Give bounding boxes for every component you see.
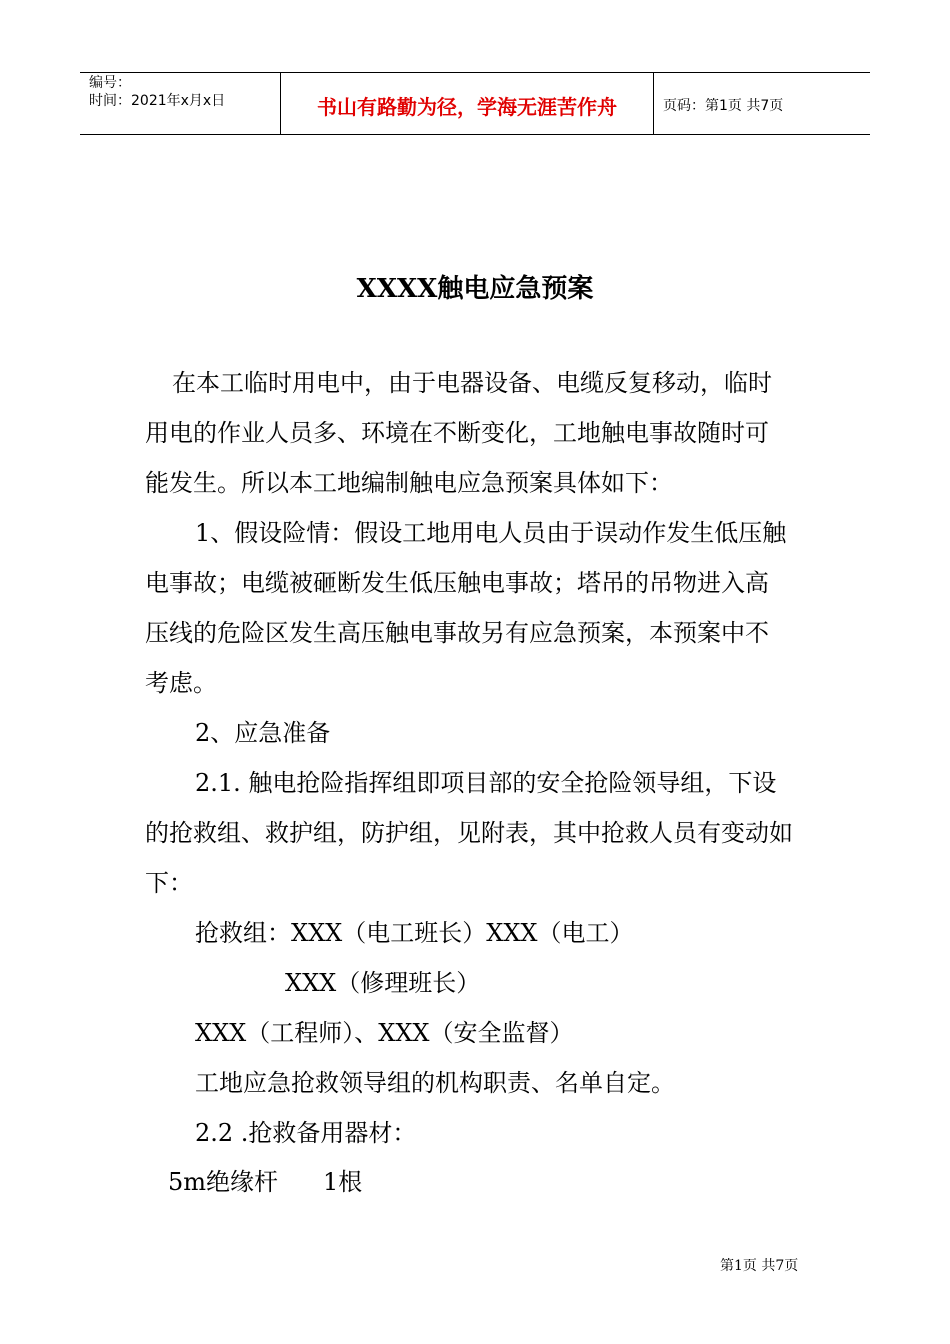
page-footer: 第1页 共7页 xyxy=(720,1258,799,1274)
section2-2-heading: 2.2 .抢救备用器材： xyxy=(195,1119,417,1147)
equipment-name: 5m绝缘杆 xyxy=(168,1168,279,1196)
leadership-note: 工地应急抢救领导组的机构职责、名单自定。 xyxy=(195,1069,675,1097)
section2-1-line-3: 下： xyxy=(145,869,193,897)
intro-line-1: 在本工临时用电中，由于电器设备、电缆反复移动，临时 xyxy=(172,369,772,397)
document-number-label: 编号： xyxy=(89,75,131,91)
intro-line-3: 能发生。所以本工地编制触电应急预案具体如下： xyxy=(145,469,673,497)
section2-1-line-2: 的抢救组、救护组，防护组，见附表，其中抢救人员有变动如 xyxy=(145,819,793,847)
page-header xyxy=(80,72,870,135)
document-time-label: 时间：2021年x月x日 xyxy=(89,93,226,109)
header-page-cell xyxy=(654,73,870,134)
rescue-team-line-2: XXX（修理班长） xyxy=(285,969,481,997)
section2-1-line-1: 2.1. 触电抢险指挥组即项目部的安全抢险领导组，下设 xyxy=(195,769,777,797)
section1-line-2: 电事故；电缆被砸断发生低压触电事故；塔吊的吊物进入高 xyxy=(145,569,769,597)
header-page-info: 页码：第1页 共7页 xyxy=(663,98,784,114)
section2-heading: 2、应急准备 xyxy=(195,719,331,747)
header-motto-cell xyxy=(281,73,654,134)
header-motto: 书山有路勤为径，学海无涯苦作舟 xyxy=(317,95,617,119)
document-title: XXXX触电应急预案 xyxy=(356,274,594,304)
section1-line-1: 1、假设险情：假设工地用电人员由于误动作发生低压触 xyxy=(195,519,787,547)
section1-line-4: 考虑。 xyxy=(145,669,217,697)
rescue-team-line-1: 抢救组：XXX（电工班长）XXX（电工） xyxy=(195,919,634,947)
rescue-team-line-3: XXX（工程师）、XXX（安全监督） xyxy=(195,1019,574,1047)
equipment-quantity: 1根 xyxy=(323,1168,363,1196)
header-meta-cell xyxy=(80,73,281,134)
section1-line-3: 压线的危险区发生高压触电事故另有应急预案，本预案中不 xyxy=(145,619,769,647)
intro-line-2: 用电的作业人员多、环境在不断变化，工地触电事故随时可 xyxy=(145,419,769,447)
